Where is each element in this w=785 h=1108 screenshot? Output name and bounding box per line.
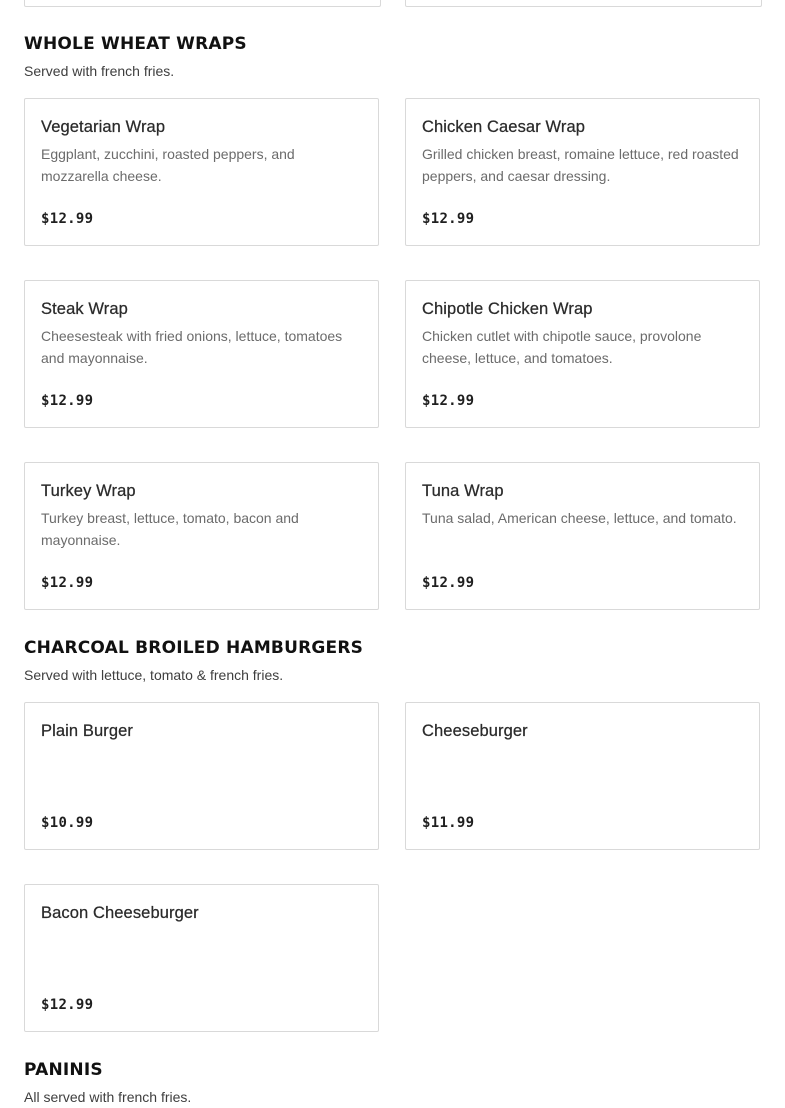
- menu-item-description: Chicken cutlet with chipotle sauce, provolone cheese, lettuce, and tomatoes.: [422, 328, 702, 366]
- menu-item-price: $12.99: [41, 393, 94, 409]
- menu-item-price: $12.99: [422, 393, 475, 409]
- menu-item-price: $12.99: [41, 997, 94, 1013]
- menu-item-name: Tuna Wrap: [422, 482, 504, 500]
- menu-item-description: Turkey breast, lettuce, tomato, bacon and mayonnaise.: [41, 510, 299, 548]
- menu-item-card[interactable]: [405, 280, 760, 428]
- section-title-paninis: PANINIS: [24, 1060, 103, 1080]
- menu-item-card[interactable]: [405, 462, 760, 610]
- menu-item-description: Tuna salad, American cheese, lettuce, and tomato.: [422, 510, 737, 526]
- menu-item-name: Vegetarian Wrap: [41, 118, 166, 136]
- menu-item-card[interactable]: [24, 462, 379, 610]
- menu-item-card[interactable]: [24, 884, 379, 1032]
- menu-item-card[interactable]: [24, 98, 379, 246]
- menu-item-price: $12.99: [41, 575, 94, 591]
- menu-item-price: $12.99: [41, 211, 94, 227]
- menu-item-price: $12.99: [422, 211, 475, 227]
- menu-item-card[interactable]: [405, 98, 760, 246]
- menu-item-name: Cheeseburger: [422, 722, 528, 740]
- menu-item-card[interactable]: [405, 702, 760, 850]
- menu-item-description: Cheesesteak with fried onions, lettuce, tomatoes and mayonnaise.: [41, 328, 343, 366]
- menu-item-name: Chicken Caesar Wrap: [422, 118, 585, 136]
- section-subtitle-wraps: Served with french fries.: [24, 63, 175, 79]
- menu-item-price: $11.99: [422, 815, 475, 831]
- menu-item-card[interactable]: [24, 702, 379, 850]
- menu-item-name: Turkey Wrap: [41, 482, 136, 500]
- menu-item-name: Plain Burger: [41, 722, 133, 740]
- section-subtitle-paninis: All served with french fries.: [24, 1089, 192, 1105]
- menu-item-name: Bacon Cheeseburger: [41, 904, 199, 922]
- section-title-hamburgers: CHARCOAL BROILED HAMBURGERS: [24, 638, 364, 658]
- menu-item-card-partial[interactable]: [405, 0, 762, 7]
- menu-item-name: Chipotle Chicken Wrap: [422, 300, 593, 318]
- menu-item-price: $10.99: [41, 815, 94, 831]
- menu-item-name: Steak Wrap: [41, 300, 128, 318]
- section-subtitle-hamburgers: Served with lettuce, tomato & french fries.: [24, 667, 284, 683]
- menu-item-card-partial[interactable]: [24, 0, 381, 7]
- menu-item-price: $12.99: [422, 575, 475, 591]
- section-title-wraps: WHOLE WHEAT WRAPS: [24, 34, 247, 54]
- menu-item-card[interactable]: [24, 280, 379, 428]
- menu-item-description: Grilled chicken breast, romaine lettuce, red roasted peppers, and caesar dressing.: [422, 146, 739, 184]
- menu-item-description: Eggplant, zucchini, roasted peppers, and mozzarella cheese.: [41, 146, 295, 184]
